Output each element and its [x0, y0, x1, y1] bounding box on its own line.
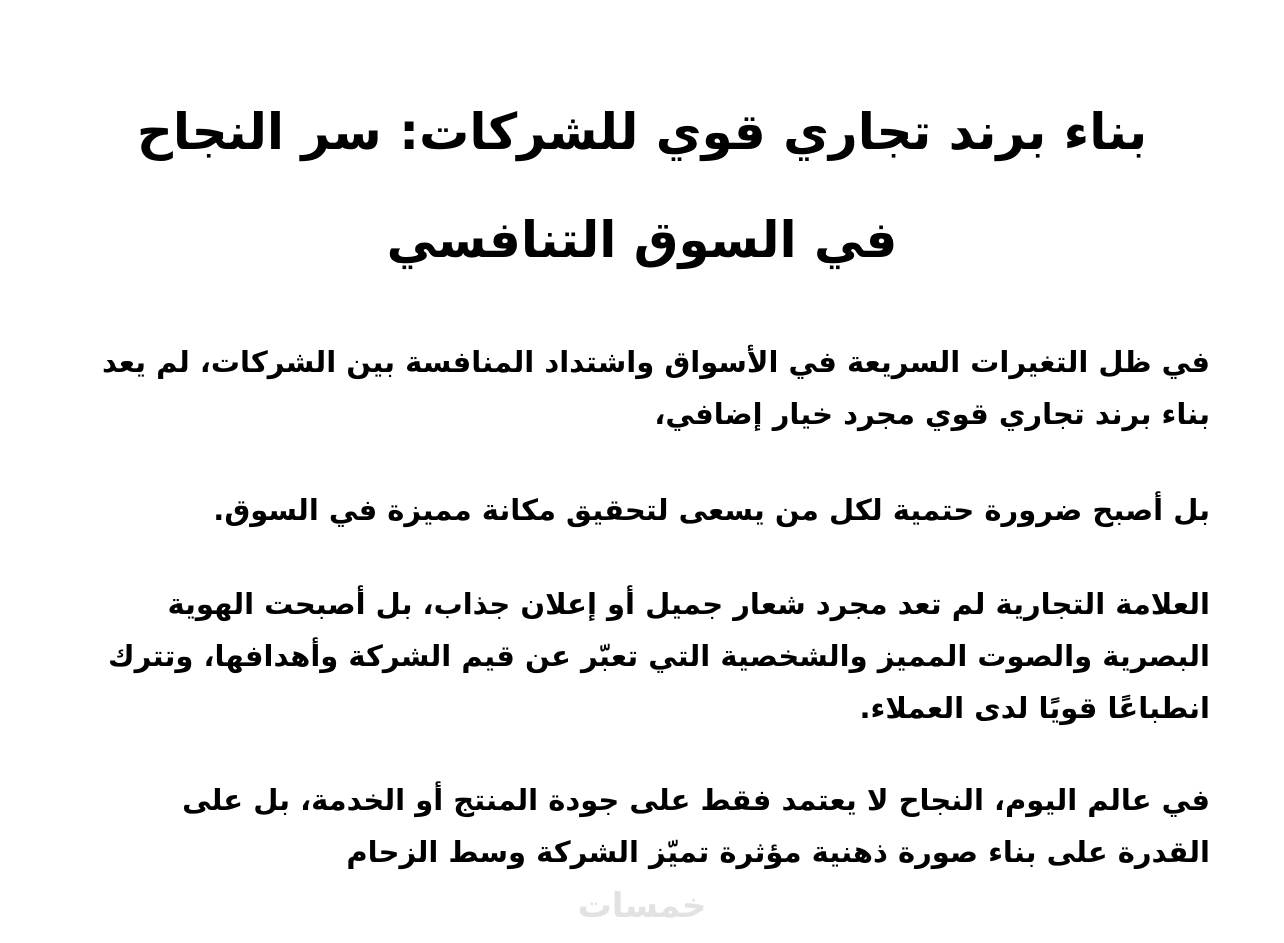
paragraph-3: العلامة التجارية لم تعد مجرد شعار جميل أو إعلان جذاب، بل أصبحت الهوية البصرية والصوت المميز والشخصية التي تعبّر عن قيم الشركة وأهدافها، وتترك انطباعًا قويًا لدى العملاء. — [108, 587, 1210, 725]
paragraph-2: بل أصبح ضرورة حتمية لكل من يسعى لتحقيق مكانة مميزة في السوق. — [213, 493, 1210, 527]
watermark-logo: خمسات — [577, 886, 707, 926]
article-title: بناء برند تجاري قوي للشركات: سر النجاح في السوق التنافسي — [136, 103, 1148, 269]
paragraph-4: في عالم اليوم، النجاح لا يعتمد فقط على جودة المنتج أو الخدمة، بل على القدرة على بناء صورة ذهنية مؤثرة تميّز الشركة وسط الزحام — [182, 783, 1210, 869]
paragraph-1: في ظل التغيرات السريعة في الأسواق واشتداد المنافسة بين الشركات، لم يعد بناء برند تجاري قوي مجرد خيار إضافي، — [102, 345, 1210, 431]
